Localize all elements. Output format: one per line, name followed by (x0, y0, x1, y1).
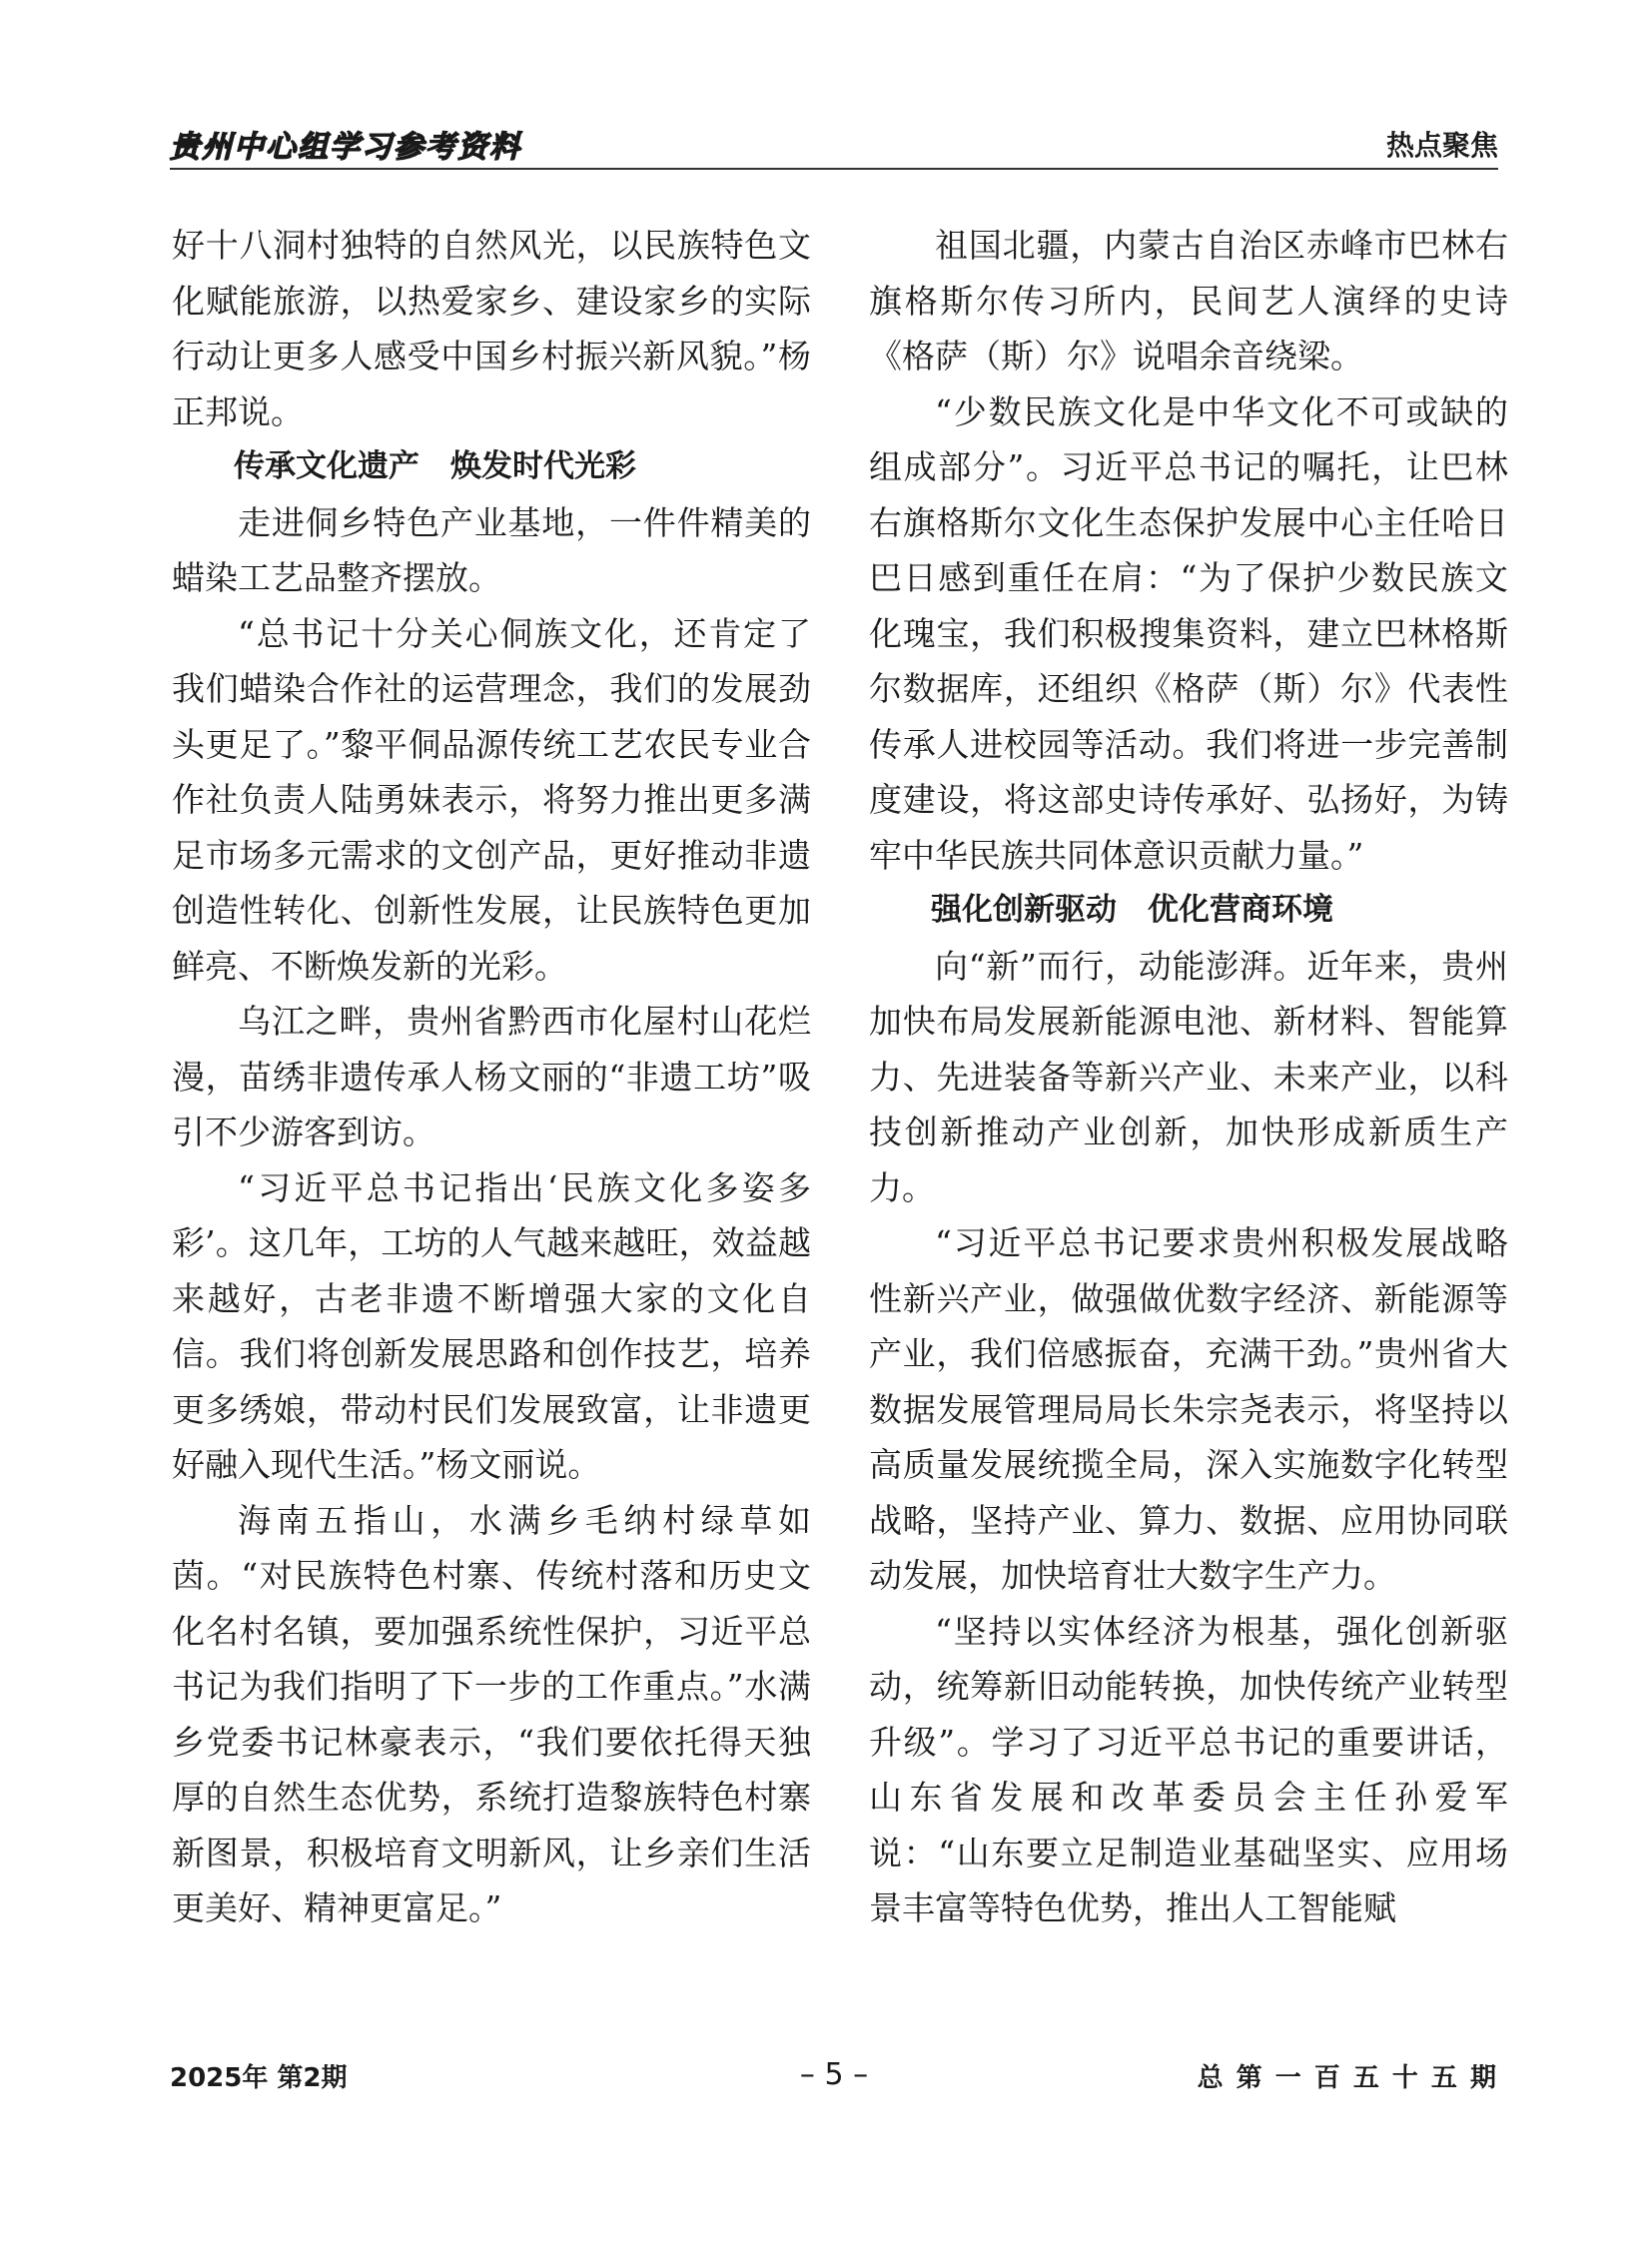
page-number: – 5 – (799, 2057, 869, 2092)
publication-title: 贵州中心组学习参考资料 (170, 130, 521, 165)
section-heading: 传承文化遗产 焕发时代光彩 (234, 448, 636, 484)
issue-number: 2025年 第2期 (170, 2063, 348, 2093)
body-paragraph: 海南五指山，水满乡毛纳村绿草如茵。“对民族特色村寨、传统村落和历史文化名村名镇，要加强系统性保护，习近平总书记为我们指明了下一步的工作重点。”水满乡党委书记林豪表示，“我们要依托得天独厚的自然生态优势，系统打造黎族特色村寨新图景，积极培育文明新风，让乡亲们生活更美好、精神更富足。” (172, 1500, 811, 1927)
body-paragraph: 乌江之畔，贵州省黔西市化屋村山花烂漫，苗绣非遗传承人杨文丽的“非遗工坊”吸引不少游客到访。 (172, 1002, 811, 1151)
total-issue-number: 总 第 一 百 五 十 五 期 (1197, 2063, 1498, 2093)
section-label: 热点聚焦 (1385, 129, 1498, 162)
left-column (172, 218, 811, 1936)
body-paragraph: 向“新”而行，动能澎湃。近年来，贵州加快布局发展新能源电池、新材料、智能算力、先进装备等新兴产业、未来产业，以科技创新推动产业创新，加快形成新质生产力。 (869, 946, 1508, 1207)
body-paragraph: “坚持以实体经济为根基，强化创新驱动，统筹新旧动能转换，加快传统产业转型升级”。学习了习近平总书记的重要讲话，山东省发展和改革委员会主任孙爱军说：“山东要立足制造业基础坚实、应用场景丰富等特色优势，推出人工智能赋 (869, 1611, 1508, 1927)
header-rule (170, 168, 1498, 170)
body-paragraph: 祖国北疆，内蒙古自治区赤峰市巴林右旗格斯尔传习所内，民间艺人演绎的史诗《格萨（斯）尔》说唱余音绕梁。 (869, 226, 1508, 375)
body-paragraph: “习近平总书记指出‘民族文化多姿多彩’。这几年，工坊的人气越来越旺，效益越来越好，古老非遗不断增强大家的文化自信。我们将创新发展思路和创作技艺，培养更多绣娘，带动村民们发展致富，让非遗更好融入现代生活。”杨文丽说。 (172, 1167, 811, 1484)
right-column (869, 218, 1508, 1936)
page-footer (170, 2057, 1498, 2097)
body-paragraph: “少数民族文化是中华文化不可或缺的组成部分”。习近平总书记的嘱托，让巴林右旗格斯尔文化生态保护发展中心主任哈日巴日感到重任在肩：“为了保护少数民族文化瑰宝，我们积极搜集资料，建立巴林格斯尔数据库，还组织《格萨（斯）尔》代表性传承人进校园等活动。我们将进一步完善制度建设，将这部史诗传承好、弘扬好，为铸牢中华民族共同体意识贡献力量。” (869, 391, 1508, 875)
body-paragraph: “习近平总书记要求贵州积极发展战略性新兴产业，做强做优数字经济、新能源等产业，我们倍感振奋，充满干劲。”贵州省大数据发展管理局局长朱宗尧表示，将坚持以高质量发展统揽全局，深入实施数字化转型战略，坚持产业、算力、数据、应用协同联动发展，加快培育壮大数字生产力。 (869, 1223, 1508, 1595)
page-header (170, 118, 1498, 174)
body-paragraph: 好十八洞村独特的自然风光，以民族特色文化赋能旅游，以热爱家乡、建设家乡的实际行动让更多人感受中国乡村振兴新风貌。”杨正邦说。 (172, 226, 811, 431)
section-heading: 强化创新驱动 优化营商环境 (931, 892, 1333, 928)
body-paragraph: “总书记十分关心侗族文化，还肯定了我们蜡染合作社的运营理念，我们的发展劲头更足了。”黎平侗品源传统工艺农民专业合作社负责人陆勇妹表示，将努力推出更多满足市场多元需求的文创产品，更好推动非遗创造性转化、创新性发展，让民族特色更加鲜亮、不断焕发新的光彩。 (172, 613, 811, 986)
body-paragraph: 走进侗乡特色产业基地，一件件精美的蜡染工艺品整齐摆放。 (172, 502, 811, 597)
